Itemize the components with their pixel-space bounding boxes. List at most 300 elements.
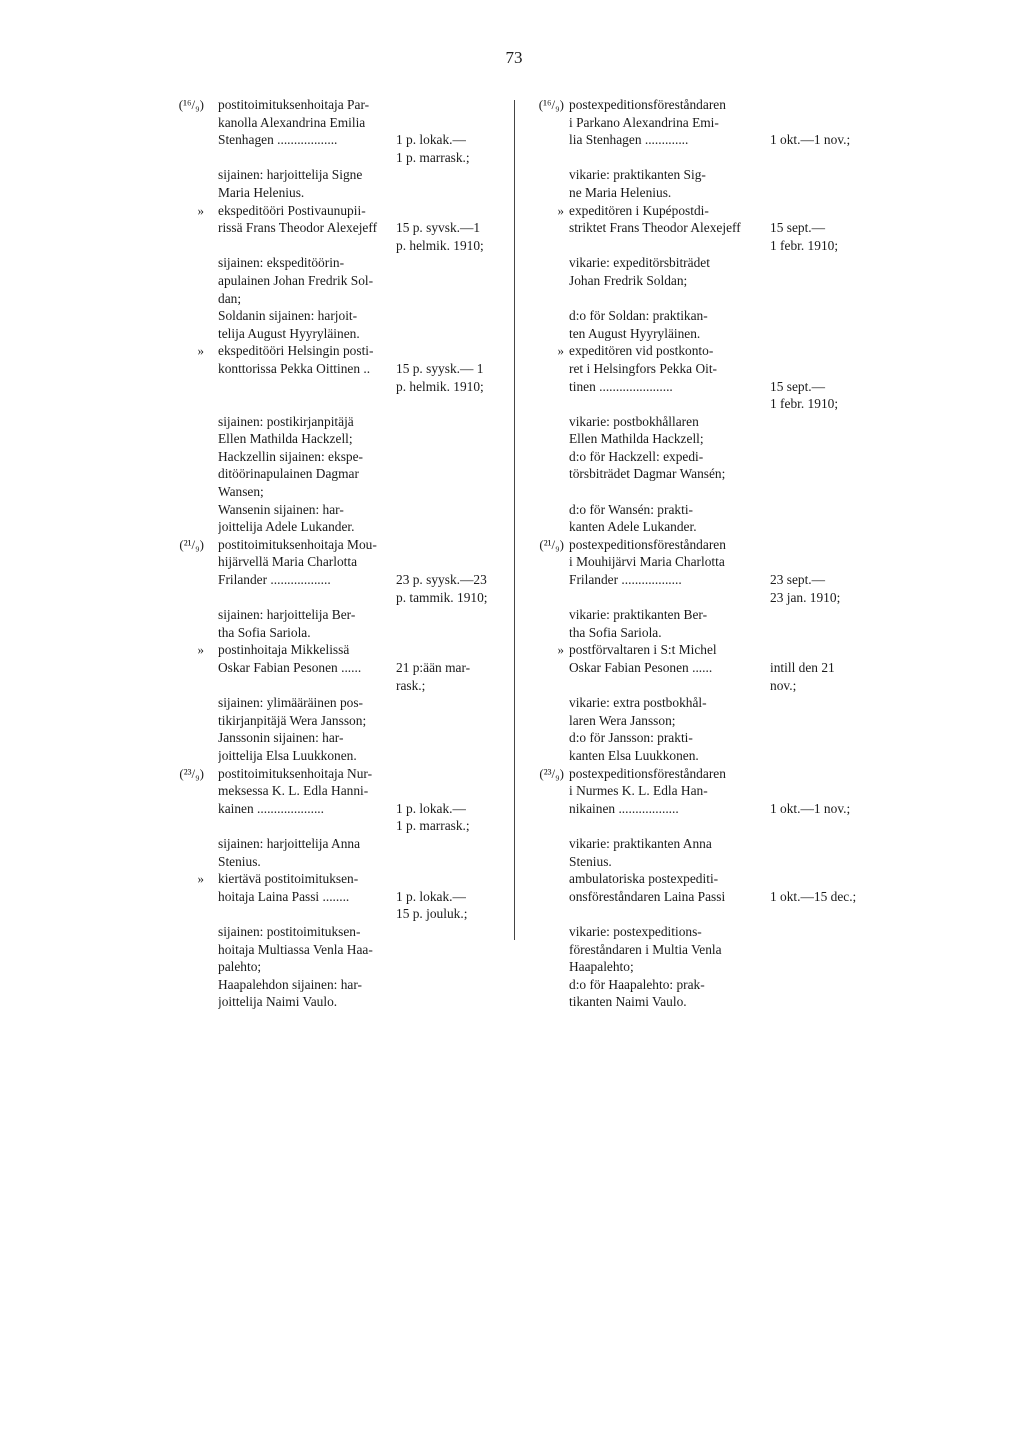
entry-line — [218, 430, 490, 448]
entry-period — [765, 853, 1002, 871]
entry-period — [765, 430, 1002, 448]
entry-period — [765, 870, 1002, 888]
entry-line — [569, 677, 1002, 695]
entry-text: sijainen: harjoittelija Signe — [218, 167, 363, 183]
entry-text: postexpeditionsföreståndaren — [569, 765, 726, 781]
entry-text — [569, 589, 765, 607]
entry-line — [569, 817, 1002, 835]
finnish-entry — [0, 641, 490, 764]
entry-line — [569, 465, 1002, 483]
entry-period — [391, 307, 490, 325]
entry-text: dan; — [218, 290, 242, 306]
entry-text: joittelija Adele Lukander. — [218, 519, 355, 535]
entry-period: p. helmik. 1910; — [396, 378, 484, 394]
entry-period: 1 p. marrask.; — [396, 149, 470, 165]
entry-line — [569, 448, 1002, 466]
finnish-column — [0, 96, 490, 1011]
entry-period — [391, 430, 490, 448]
entry-line — [218, 483, 490, 501]
entry-line — [569, 325, 1002, 343]
entry-text: Johan Fredrik Soldan; — [569, 272, 688, 288]
entry-line — [218, 96, 490, 114]
entry-line — [569, 483, 1002, 501]
entry-text: Oskar Fabian Pesonen ...... — [218, 660, 362, 675]
entry-text: i Nurmes K. L. Edla Han- — [569, 783, 708, 799]
entry-period — [765, 641, 1002, 659]
entry-date-marker: (¹⁶/₉) — [538, 97, 564, 112]
entry-period — [765, 96, 1002, 114]
entry-text: tikirjanpitäjä Wera Jansson; — [218, 712, 367, 728]
entry-period — [391, 835, 490, 853]
entry-text: vikarie: praktikanten Anna — [569, 835, 712, 851]
entry-line — [218, 606, 490, 624]
entry-period — [391, 518, 490, 536]
entry-line — [569, 853, 1002, 871]
entry-text — [218, 817, 391, 835]
entry-text: nikainen .................. — [569, 800, 679, 816]
entry-line — [218, 712, 490, 730]
entry-line — [218, 413, 490, 431]
entry-period: 1 p. lokak.— — [396, 888, 466, 904]
entry-period — [391, 536, 490, 554]
entry-line — [569, 219, 1002, 237]
entry-period — [391, 923, 490, 941]
entry-text: i Mouhijärvi Maria Charlotta — [569, 554, 725, 570]
entry-period — [765, 184, 1002, 202]
entry-period — [391, 290, 490, 308]
entry-period — [765, 729, 1002, 747]
entry-period — [765, 448, 1002, 466]
entry-line — [569, 272, 1002, 290]
entry-line — [218, 694, 490, 712]
entry-period — [391, 483, 490, 501]
entry-text: hoitaja Multiassa Venla Haa- — [218, 941, 373, 957]
swedish-entry — [512, 765, 1002, 871]
entry-period: intill den 21 — [770, 660, 835, 675]
entry-date-marker: » — [197, 642, 204, 658]
swedish-entry — [512, 870, 1002, 1011]
entry-line — [569, 518, 1002, 536]
entry-period: p. tammik. 1910; — [396, 589, 488, 605]
entry-text: expeditören vid postkonto- — [569, 343, 714, 359]
entry-period: 23 sept.— — [770, 572, 826, 588]
entry-line — [218, 993, 490, 1011]
entry-period — [391, 958, 490, 976]
entry-line — [569, 765, 1002, 783]
entry-line — [218, 870, 490, 888]
entry-period — [765, 307, 1002, 325]
entry-period — [391, 606, 490, 624]
entry-text: Janssonin sijainen: har- — [218, 730, 344, 746]
entry-period — [765, 325, 1002, 343]
entry-line — [569, 870, 1002, 888]
entry-text — [569, 237, 765, 255]
entry-line — [218, 976, 490, 994]
entry-line — [218, 800, 490, 818]
entry-text: meksessa K. L. Edla Hanni- — [218, 783, 369, 799]
entry-text: Stenhagen .................. — [218, 132, 338, 148]
entry-line — [569, 360, 1002, 378]
entry-text: expeditören i Kupépostdi- — [569, 202, 709, 218]
entry-line — [218, 923, 490, 941]
entry-text: sijainen: harjoittelija Anna — [218, 835, 361, 851]
entry-text: ne Maria Helenius. — [569, 184, 672, 200]
entry-date-marker: (²¹/₉) — [539, 536, 564, 552]
entry-date-marker: » — [197, 202, 204, 218]
entry-text: tikanten Naimi Vaulo. — [569, 994, 687, 1010]
entry-text: Wansen; — [218, 484, 264, 500]
entry-period: 1 febr. 1910; — [770, 396, 839, 412]
entry-line — [218, 395, 490, 413]
entry-period — [765, 976, 1002, 994]
entry-line — [569, 606, 1002, 624]
entry-line — [569, 641, 1002, 659]
entry-text — [218, 378, 391, 396]
entry-text: hoitaja Laina Passi ........ — [218, 888, 350, 904]
entry-line — [569, 747, 1002, 765]
entry-period — [391, 712, 490, 730]
entry-period — [765, 536, 1002, 554]
entry-period — [391, 782, 490, 800]
entry-line — [569, 712, 1002, 730]
entry-line — [218, 254, 490, 272]
entry-line — [569, 589, 1002, 607]
entry-line — [218, 905, 490, 923]
entry-period — [391, 976, 490, 994]
entry-text: sijainen: ekspeditöörin- — [218, 255, 345, 271]
entry-date-marker: » — [557, 343, 564, 359]
entry-line — [569, 430, 1002, 448]
entry-line — [569, 254, 1002, 272]
swedish-entry — [512, 342, 1002, 536]
entry-period: 1 okt.—1 nov.; — [770, 132, 851, 148]
entry-line — [218, 536, 490, 554]
entry-text: postitoimituksenhoitaja Mou- — [218, 536, 377, 552]
entry-line — [218, 729, 490, 747]
entry-text: d:o för Haapalehto: prak- — [569, 976, 705, 992]
entry-period — [765, 835, 1002, 853]
entry-line — [218, 888, 490, 906]
entry-text: törsbiträdet Dagmar Wansén; — [569, 466, 726, 482]
entry-line — [569, 659, 1002, 677]
entry-text: vikarie: postexpeditions- — [569, 923, 702, 939]
entry-text: laren Wera Jansson; — [569, 712, 676, 728]
entry-line — [569, 993, 1002, 1011]
entry-line — [569, 536, 1002, 554]
swedish-entry — [512, 641, 1002, 764]
entry-line — [218, 941, 490, 959]
entry-text: striktet Frans Theodor Alexejeff — [569, 220, 741, 236]
entry-text: lia Stenhagen ............. — [569, 132, 689, 148]
entry-period — [391, 254, 490, 272]
entry-period — [765, 606, 1002, 624]
finnish-entry — [0, 96, 490, 202]
entry-line — [569, 290, 1002, 308]
entry-text: Hackzellin sijainen: ekspe- — [218, 448, 364, 464]
entry-line — [569, 307, 1002, 325]
entry-text: Soldanin sijainen: harjoit- — [218, 308, 358, 324]
entry-period — [391, 993, 490, 1011]
entry-text: Stenius. — [569, 853, 612, 869]
entry-text: ambulatoriska postexpediti- — [569, 871, 719, 887]
entry-line — [569, 624, 1002, 642]
entry-line — [218, 641, 490, 659]
entry-line — [569, 941, 1002, 959]
entry-line — [569, 184, 1002, 202]
entry-line — [569, 166, 1002, 184]
entry-text: kanten Elsa Luukkonen. — [569, 747, 699, 763]
entry-text — [218, 905, 391, 923]
entry-text: rissä Frans Theodor Alexejeff — [218, 220, 378, 236]
entry-line — [218, 378, 490, 396]
finnish-entry — [0, 870, 490, 1011]
entry-text: postitoimituksenhoitaja Par- — [218, 97, 370, 112]
entry-date-marker: » — [557, 642, 564, 658]
entry-line — [218, 166, 490, 184]
entry-date-marker: (²³/₉) — [539, 765, 564, 781]
entry-line — [218, 184, 490, 202]
entry-period: 1 okt.—1 nov.; — [770, 800, 851, 816]
entry-line — [218, 272, 490, 290]
entry-period — [765, 782, 1002, 800]
entry-line — [218, 114, 490, 132]
entry-line — [218, 518, 490, 536]
entry-text — [218, 677, 391, 695]
entry-date-marker: » — [197, 871, 204, 887]
entry-period — [391, 325, 490, 343]
entry-period: nov.; — [770, 677, 797, 693]
entry-period: 1 p. lokak.— — [396, 132, 466, 148]
entry-period — [391, 941, 490, 959]
entry-line — [569, 694, 1002, 712]
entry-date-marker: » — [197, 343, 204, 359]
entry-period — [765, 166, 1002, 184]
entry-line — [218, 677, 490, 695]
entry-text: kiertävä postitoimituksen- — [218, 871, 359, 887]
entry-text: ten August Hyyryläinen. — [569, 325, 701, 341]
entry-line — [218, 342, 490, 360]
entry-period — [391, 729, 490, 747]
entry-line — [218, 659, 490, 677]
entry-period — [391, 96, 490, 114]
entry-text: postitoimituksenhoitaja Nur- — [218, 765, 373, 781]
entry-text: palehto; — [218, 959, 262, 975]
entry-text: sijainen: postikirjanpitäjä — [218, 413, 354, 429]
entry-text: vikarie: expeditörsbiträdet — [569, 255, 710, 271]
entry-text: Ellen Mathilda Hackzell; — [569, 431, 704, 447]
entry-period: 1 okt.—15 dec.; — [770, 888, 857, 904]
entry-text: joittelija Elsa Luukkonen. — [218, 747, 357, 763]
entry-period: 15 sept.— — [770, 378, 826, 394]
entry-text: sijainen: harjoittelija Ber- — [218, 607, 356, 623]
entry-line — [218, 325, 490, 343]
entry-period — [391, 747, 490, 765]
entry-line — [218, 501, 490, 519]
entry-period: 1 p. lokak.— — [396, 800, 466, 816]
entry-line — [218, 747, 490, 765]
entry-date-marker: (¹⁶/₉) — [178, 97, 204, 112]
entry-line — [218, 782, 490, 800]
finnish-entry — [0, 765, 490, 871]
entry-line — [218, 765, 490, 783]
entry-text: Wansenin sijainen: har- — [218, 501, 344, 517]
entry-period — [391, 166, 490, 184]
entry-text: kanolla Alexandrina Emilia — [218, 114, 366, 130]
entry-line — [569, 800, 1002, 818]
entry-period: 1 p. marrask.; — [396, 818, 470, 834]
entry-period: 15 sept.— — [770, 220, 826, 236]
entry-text: ditöörinapulainen Dagmar — [218, 466, 359, 482]
entry-line — [569, 835, 1002, 853]
entry-period: 15 p. syysk.— 1 — [396, 360, 484, 376]
swedish-entry — [512, 96, 1002, 202]
entry-text: d:o för Hackzell: expedi- — [569, 448, 704, 464]
entry-period — [765, 501, 1002, 519]
entry-period — [391, 853, 490, 871]
entry-period — [765, 114, 1002, 132]
entry-text: vikarie: postbokhållaren — [569, 413, 699, 429]
entry-text: Frilander .................. — [218, 572, 331, 588]
entry-period: 15 p. jouluk.; — [396, 906, 468, 922]
entry-period — [765, 413, 1002, 431]
entry-period — [391, 272, 490, 290]
entry-text: föreståndaren i Multia Venla — [569, 941, 722, 957]
entry-period — [391, 465, 490, 483]
entry-text: postexpeditionsföreståndaren — [569, 97, 726, 112]
entry-line — [569, 378, 1002, 396]
entry-period — [391, 184, 490, 202]
entry-text: Haapalehdon sijainen: har- — [218, 976, 362, 992]
swedish-entry — [512, 202, 1002, 343]
entry-line — [218, 817, 490, 835]
entry-period — [391, 342, 490, 360]
entry-text: onsföreståndaren Laina Passi — [569, 888, 726, 904]
entry-line — [218, 237, 490, 255]
entry-period — [391, 765, 490, 783]
entry-period — [391, 448, 490, 466]
entry-text: postinhoitaja Mikkelissä — [218, 642, 350, 658]
entry-line — [218, 448, 490, 466]
entry-period — [391, 553, 490, 571]
entry-period — [765, 694, 1002, 712]
entry-text: joittelija Naimi Vaulo. — [218, 994, 338, 1010]
entry-text — [218, 149, 391, 167]
entry-line — [569, 237, 1002, 255]
entry-date-marker: (²³/₉) — [179, 765, 204, 781]
entry-line — [569, 149, 1002, 167]
entry-period — [391, 694, 490, 712]
entry-period — [765, 465, 1002, 483]
entry-line — [569, 501, 1002, 519]
entry-period — [765, 360, 1002, 378]
entry-line — [218, 131, 490, 149]
entry-text: vikarie: praktikanten Ber- — [569, 607, 708, 623]
finnish-entry — [0, 342, 490, 536]
entry-period: 1 febr. 1910; — [770, 237, 839, 253]
entry-text: Haapalehto; — [569, 959, 634, 975]
entry-line — [218, 624, 490, 642]
entry-period — [391, 641, 490, 659]
entry-period — [391, 202, 490, 220]
finnish-entry — [0, 202, 490, 343]
entry-period: 15 p. syvsk.—1 — [396, 220, 481, 236]
entry-period — [765, 553, 1002, 571]
entry-line — [218, 149, 490, 167]
entry-text — [218, 589, 391, 607]
entry-line — [569, 413, 1002, 431]
finnish-entry — [0, 536, 490, 642]
entry-text: ret i Helsingfors Pekka Oit- — [569, 360, 718, 376]
entry-text: Frilander .................. — [569, 572, 682, 588]
entry-period: 21 p:ään mar- — [396, 660, 471, 675]
entry-period — [391, 624, 490, 642]
entry-line — [218, 360, 490, 378]
entry-period — [765, 272, 1002, 290]
entry-line — [218, 290, 490, 308]
entry-period — [765, 958, 1002, 976]
entry-line — [569, 976, 1002, 994]
entry-period — [765, 254, 1002, 272]
entry-line — [218, 853, 490, 871]
entry-period: p. helmik. 1910; — [396, 237, 484, 253]
entry-line — [218, 589, 490, 607]
entry-line — [218, 202, 490, 220]
entry-line — [569, 553, 1002, 571]
entry-text — [569, 395, 765, 413]
entry-period: rask.; — [396, 677, 426, 693]
entry-text: kainen .................... — [218, 800, 324, 816]
entry-line — [569, 729, 1002, 747]
entry-period — [765, 765, 1002, 783]
entry-line — [218, 465, 490, 483]
entry-line — [218, 835, 490, 853]
entry-text: kanten Adele Lukander. — [569, 519, 697, 535]
entry-line — [218, 958, 490, 976]
entry-period — [765, 747, 1002, 765]
entry-period — [765, 941, 1002, 959]
entry-period — [391, 501, 490, 519]
entry-period — [765, 624, 1002, 642]
entry-period: 23 jan. 1910; — [770, 589, 841, 605]
entry-text: vikarie: extra postbokhål- — [569, 695, 707, 711]
entry-text — [569, 677, 765, 695]
entry-text: sijainen: postitoimituksen- — [218, 923, 361, 939]
entry-text: tha Sofia Sariola. — [218, 624, 311, 640]
entry-text: hijärvellä Maria Charlotta — [218, 554, 358, 570]
entry-period — [391, 870, 490, 888]
entry-line — [569, 958, 1002, 976]
entry-line — [569, 114, 1002, 132]
entry-text: Maria Helenius. — [218, 184, 305, 200]
entry-period — [391, 114, 490, 132]
entry-text: apulainen Johan Fredrik Sol- — [218, 272, 374, 288]
entry-period: 23 p. syysk.—23 — [396, 572, 487, 588]
swedish-entry — [512, 536, 1002, 642]
entry-text: Stenius. — [218, 853, 261, 869]
entry-line — [569, 395, 1002, 413]
entry-period — [765, 923, 1002, 941]
entry-text: telija August Hyyryläinen. — [218, 325, 360, 341]
entry-text: sijainen: ylimääräinen pos- — [218, 695, 364, 711]
entry-text: konttorissa Pekka Oittinen .. — [218, 360, 371, 376]
entry-line — [218, 307, 490, 325]
entry-text: vikarie: praktikanten Sig- — [569, 167, 706, 183]
entry-date-marker: (²¹/₉) — [179, 536, 204, 552]
entry-period — [765, 712, 1002, 730]
entry-text: i Parkano Alexandrina Emi- — [569, 114, 719, 130]
page-number: 73 — [505, 48, 523, 67]
entry-text: d:o för Wansén: prakti- — [569, 501, 693, 517]
